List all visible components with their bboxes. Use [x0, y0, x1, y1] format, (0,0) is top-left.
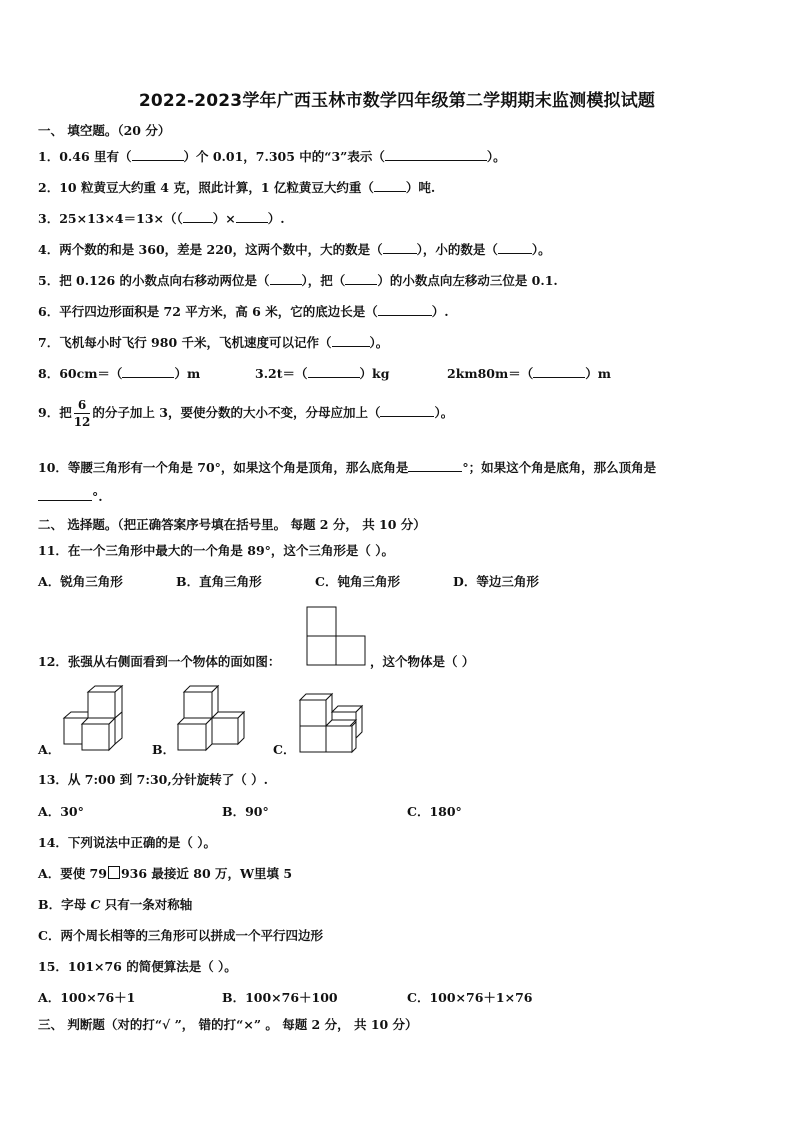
question-12-option-b[interactable]: B． [152, 742, 176, 757]
question-13-option-c[interactable]: C．180° [407, 804, 462, 819]
cube-figure-b [176, 684, 248, 754]
section-1-heading: 一、 填空题。（20 分） [38, 123, 171, 138]
question-8-part-3: 2km80m＝（ ）m [447, 366, 611, 381]
question-10-continued: °. [38, 488, 103, 504]
answer-blank[interactable] [236, 210, 268, 223]
question-2: 2．10 粒黄豆大约重 4 克，照此计算，1 亿粒黄豆大约重（ ）吨. [38, 180, 436, 195]
question-13: 13．从 7:00 到 7:30,分针旋转了（ ）. [38, 772, 268, 787]
answer-blank[interactable] [383, 241, 417, 254]
question-12-option-c[interactable]: C． [273, 742, 296, 757]
question-12-option-a[interactable]: A． [38, 742, 61, 757]
question-11-option-d[interactable]: D．等边三角形 [453, 574, 539, 589]
question-8-part-2: 3.2t＝（ ）kg [255, 366, 390, 381]
question-11-option-c[interactable]: C．钝角三角形 [315, 574, 400, 589]
question-7: 7．飞机每小时飞行 980 千米，飞机速度可以记作（ ）。 [38, 335, 389, 350]
question-14-option-b[interactable]: B．字母 C 只有一条对称轴 [38, 897, 193, 912]
question-6: 6．平行四边形面积是 72 平方米，高 6 米，它的底边长是（ ）. [38, 304, 449, 319]
question-9: 9．把 $\frac{6}{12}$ 的分子加上 3，要使分数的大小不变，分母应加上（ ）。 [38, 398, 454, 429]
answer-blank[interactable] [270, 272, 302, 285]
question-14-option-a[interactable]: A．要使 79 936 最接近 80 万，W里填 5 [38, 866, 293, 881]
question-15-option-b[interactable]: B．100×76＋100 [222, 990, 338, 1005]
cube-figure-c [298, 692, 368, 754]
section-2-heading: 二、 选择题。（把正确答案序号填在括号里。 每题 2 分， 共 10 分） [38, 517, 426, 532]
question-3: 3．25×13×4＝13×（（ ）× ）. [38, 211, 285, 226]
question-15: 15．101×76 的简便算法是（ ）。 [38, 959, 237, 974]
answer-blank[interactable] [332, 334, 370, 347]
question-12-tail: ，这个物体是（ ） [370, 654, 475, 669]
question-15-option-c[interactable]: C．100×76＋1×76 [407, 990, 533, 1005]
answer-blank[interactable] [345, 272, 377, 285]
answer-blank[interactable] [378, 303, 432, 316]
question-5: 5．把 0.126 的小数点向右移动两位是（ ），把（ ）的小数点向左移动三位是 0.1. [38, 273, 558, 288]
answer-blank[interactable] [385, 148, 487, 161]
cube-figure-a [62, 684, 126, 754]
question-12-stem: 12．张强从右侧面看到一个物体的面如图： [38, 654, 281, 669]
question-11-option-b[interactable]: B．直角三角形 [176, 574, 262, 589]
section-3-heading: 三、 判断题（对的打“√ ”， 错的打“×” 。 每题 2 分， 共 10 分） [38, 1017, 418, 1032]
fraction: $\frac{6}{12}$ [73, 398, 91, 429]
question-10: 10．等腰三角形有一个角是 70°，如果这个角是顶角，那么底角是 °；如果这个角是底角，那么顶角是 [38, 460, 657, 475]
answer-blank[interactable] [498, 241, 532, 254]
square-placeholder-icon [108, 866, 120, 879]
question-13-option-b[interactable]: B．90° [222, 804, 269, 819]
answer-blank[interactable] [132, 148, 184, 161]
question-14-option-c[interactable]: C．两个周长相等的三角形可以拼成一个平行四边形 [38, 928, 323, 943]
answer-blank[interactable] [374, 179, 406, 192]
answer-blank[interactable] [122, 365, 174, 378]
question-1: 1．0.46 里有（ ）个 0.01，7.305 中的“3”表示（ ）。 [38, 149, 506, 164]
answer-blank[interactable] [38, 488, 92, 501]
answer-blank[interactable] [183, 210, 213, 223]
answer-blank[interactable] [380, 404, 434, 417]
answer-blank[interactable] [533, 365, 585, 378]
question-13-option-a[interactable]: A．30° [38, 804, 84, 819]
question-14: 14．下列说法中正确的是（ ）。 [38, 835, 216, 850]
question-4: 4．两个数的和是 360，差是 220，这两个数中，大的数是（ ），小的数是（ ）。 [38, 242, 551, 257]
answer-blank[interactable] [408, 459, 462, 472]
answer-blank[interactable] [308, 365, 360, 378]
question-11-option-a[interactable]: A．锐角三角形 [38, 574, 123, 589]
side-view-figure [306, 606, 368, 666]
question-11: 11．在一个三角形中最大的一个角是 89°，这个三角形是（ ）。 [38, 543, 394, 558]
page-title: 2022-2023学年广西玉林市数学四年级第二学期期末监测模拟试题 [138, 91, 656, 111]
question-15-option-a[interactable]: A．100×76＋1 [38, 990, 136, 1005]
question-8-part-1: 8．60cm＝（ ）m [38, 366, 201, 381]
